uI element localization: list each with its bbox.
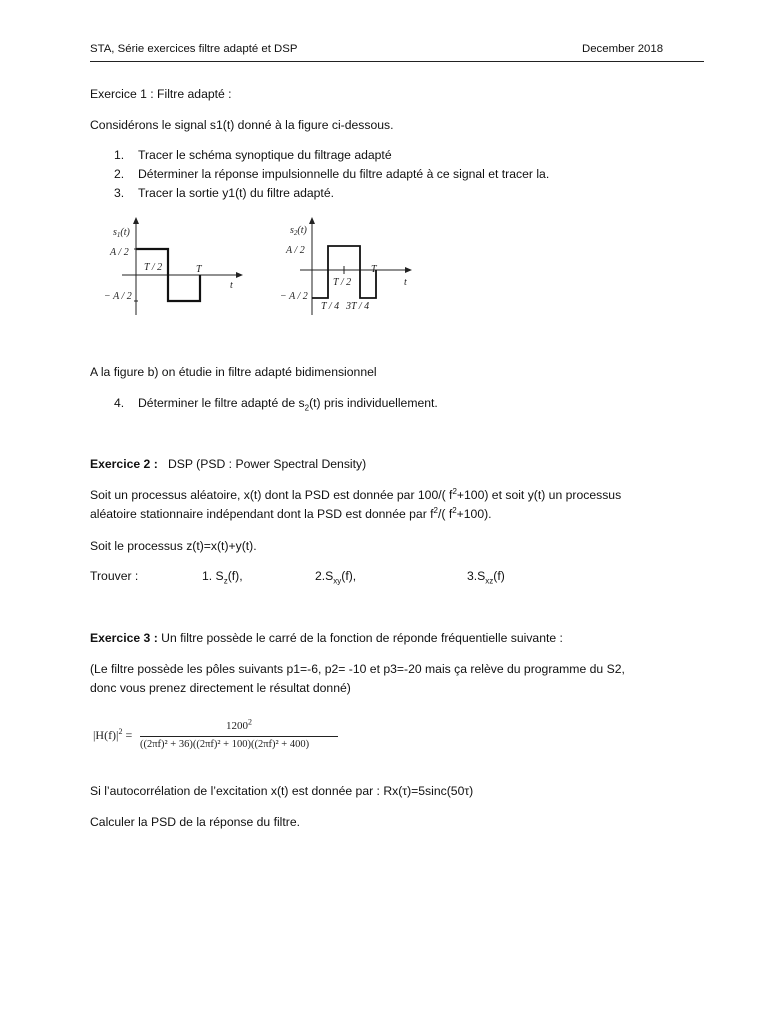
figure-s1: [100, 215, 250, 320]
ex1-figb-text: A la figure b) on étudie in filtre adapté bidimensionnel: [90, 365, 377, 379]
fig2-neg-label: − A / 2: [280, 291, 308, 302]
ex1-intro: Considérons le signal s1(t) donné à la figure ci-dessous.: [90, 118, 394, 132]
header-title: STA, Série exercices filtre adapté et DSP: [90, 43, 298, 55]
fig1-y-arrow: [133, 217, 139, 224]
ex3-title: Exercice 3 : Un filtre possède le carré de la fonction de réponde fréquentielle suivante :: [90, 631, 563, 645]
formula-denominator: ((2πf)² + 36)((2πf)² + 100)((2πf)² + 400): [140, 739, 310, 750]
ex2-find-1: 1. $S_z(f)$,: [202, 569, 243, 586]
fig2-ylabel: $s_2(t)$: [290, 225, 307, 237]
ex1-item-3-num: 3.: [114, 186, 125, 200]
formula-fraction-bar: [140, 736, 338, 737]
ex2-para1-line1: Soit un processus aléatoire, x(t) dont la PSD est donnée par 100/( $f^2+100$) et soit y(t) un processus: [90, 486, 622, 502]
ex1-item-1-num: 1.: [114, 148, 125, 162]
ex2-find-2: $2.S_{xy}(f)$,: [315, 569, 357, 586]
fig1-xlabel: t: [230, 280, 233, 291]
ex1-item-1: Tracer le schéma synoptique du filtrage adapté: [138, 148, 392, 162]
fig2-x-arrow: [405, 267, 412, 273]
ex3-task: Calculer la PSD de la réponse du filtre.: [90, 815, 301, 829]
ex3-note-line1: (Le filtre possède les pôles suivants p1=-6, p2= -10 et p3=-20 mais ça relève du programme du S2,: [90, 662, 625, 676]
header-rule: [90, 61, 704, 62]
formula-lhs: $|H(f)|^2$ =: [93, 727, 133, 742]
fig1-neg-label: − A / 2: [104, 291, 132, 302]
ex1-item-2-num: 2.: [114, 167, 125, 181]
ex2-find-3: $3.S_{xz}(f)$: [467, 569, 505, 586]
ex1-item-3: Tracer la sortie y1(t) du filtre adapté.: [138, 186, 334, 200]
ex2-para2: Soit le processus z(t)=x(t)+y(t).: [90, 539, 257, 553]
fig2-q3-label: 3T / 4: [346, 301, 370, 312]
fig1-ylabel: $s_1(t)$: [113, 227, 130, 239]
fig1-end-label: T: [196, 264, 202, 275]
ex1-item-4: Déterminer le filtre adapté de $s_2(t)$ pris individuellement.: [138, 396, 438, 413]
header-date: December 2018: [582, 43, 664, 55]
formula-numerator: 1200$^2$: [226, 717, 252, 732]
fig1-pos-label: A / 2: [110, 247, 129, 258]
ex1-title: Exercice 1 : Filtre adapté :: [90, 87, 232, 101]
fig1-x-arrow: [236, 272, 243, 278]
ex2-find-label: Trouver :: [90, 569, 139, 583]
fig2-pos-label: A / 2: [286, 245, 305, 256]
ex3-note-line2: donc vous prenez directement le résultat donné): [90, 681, 351, 695]
fig2-xlabel: t: [404, 277, 407, 288]
fig1-half-label: T / 2: [144, 262, 163, 273]
fig2-half-label: T / 2: [333, 277, 352, 288]
fig2-q1-label: T / 4: [321, 301, 340, 312]
figure-s2: [278, 215, 418, 320]
ex1-item-2: Déterminer la réponse impulsionnelle du filtre adapté à ce signal et tracer la.: [138, 167, 550, 181]
ex3-autocorr: Si l’autocorrélation de l’excitation x(t) est donnée par : Rx(τ)=5sinc(50τ): [90, 784, 474, 798]
fig2-end-label: T: [371, 264, 377, 275]
ex2-title: Exercice 2 : DSP (PSD : Power Spectral Density): [90, 457, 367, 471]
ex2-para1-line2: aléatoire stationnaire indépendant dont la PSD est donnée par $f^2/$( $f^2+100$).: [90, 505, 492, 521]
ex1-item-4-num: 4.: [114, 396, 125, 410]
fig2-y-arrow: [309, 217, 315, 224]
